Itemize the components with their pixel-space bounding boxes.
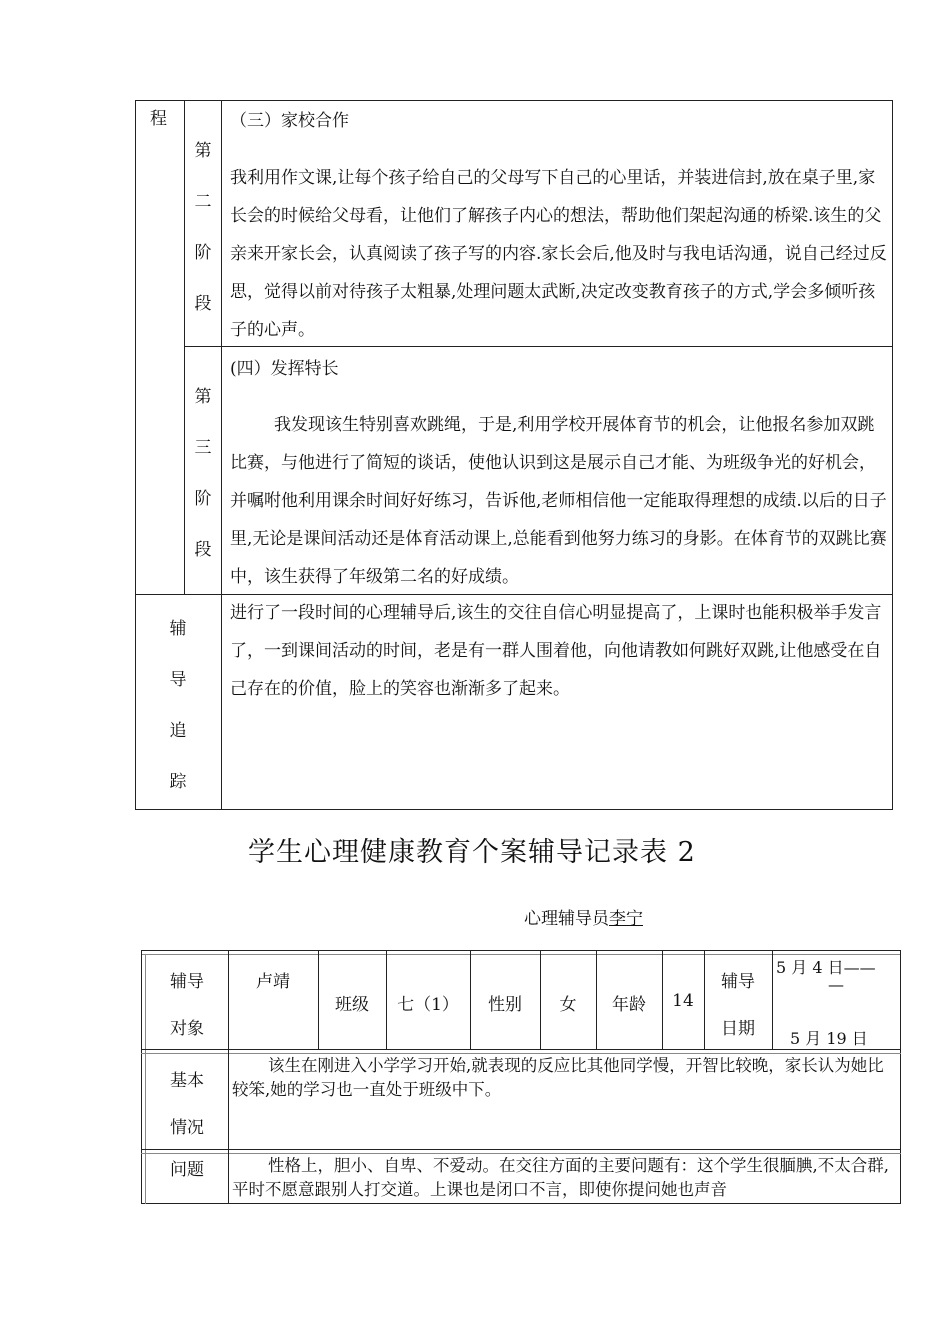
basic-label-1: 基本 [170, 1071, 204, 1091]
gender-value: 女 [559, 995, 577, 1015]
date-label-2: 日期 [721, 1019, 755, 1039]
gender-label: 性别 [488, 995, 522, 1015]
stage-3-heading: (四）发挥特长 [230, 359, 339, 379]
process-label: 程 [150, 109, 167, 129]
stage-3-label: 第 三 阶 段 [194, 387, 212, 560]
class-label: 班级 [335, 995, 369, 1015]
page-title: 学生心理健康教育个案辅导记录表 2 [248, 837, 696, 868]
date-label-1: 辅导 [721, 972, 755, 992]
stage-2-heading: （三）家校合作 [230, 111, 349, 131]
stage-2-body: 我利用作文课,让每个孩子给自己的父母写下自己的心里话，并装进信封,放在桌子里,家长会的时候给父母看，让他们了解孩子内心的想法，帮助他们架起沟通的桥梁.该生的父亲来开家长会，认真阅读了孩子写的内容.家长会后,他及时与我电话沟通，说自己经过反思，觉得以前对待孩子太粗暴,处理问题太武断,决定改变教育孩子的方式,学会多倾听孩子的心声。 [230, 168, 887, 340]
age-value: 14 [672, 991, 694, 1011]
followup-body: 进行了一段时间的心理辅导后,该生的交往自信心明显提高了，上课时也能积极举手发言了，一到课间活动的时间，老是有一群人围着他，向他请教如何跳好双跳,让他感受在自己存在的价值，脸上的笑容也渐渐多了起来。 [230, 603, 882, 699]
counselor-name: 李宁 [609, 909, 643, 929]
target-label-1: 辅导 [170, 972, 204, 992]
date-end: 5 月 19 日 [790, 1029, 868, 1048]
stage-2-label: 第 二 阶 段 [194, 141, 212, 314]
stage-3-body: 我发现该生特别喜欢跳绳，于是,利用学校开展体育节的机会，让他报名参加双跳比赛，与他进行了简短的谈话，使他认识到这是展示自己才能、为班级争光的好机会，并嘱咐他利用课余时间好好练习，告诉他,老师相信他一定能取得理想的成绩.以后的日子里,无论是课间活动还是体育活动课上,总能看到他努力练习的身影。在体育节的双跳比赛中，该生获得了年级第二名的好成绩。 [230, 415, 887, 587]
target-label-2: 对象 [170, 1019, 204, 1039]
age-label: 年龄 [612, 995, 646, 1015]
followup-label: 辅 导 追 踪 [169, 619, 187, 792]
date-start: 5 月 4 日—— [776, 958, 876, 977]
student-name: 卢靖 [256, 972, 290, 992]
problem-label: 问题 [170, 1160, 204, 1180]
basic-body: 该生在刚进入小学学习开始,就表现的反应比其他同学慢，开智比较晚，家长认为她比较笨,她的学习也一直处于班级中下。 [232, 1056, 884, 1099]
counselor-line [524, 904, 643, 929]
date-dash: — [828, 975, 844, 994]
problem-body: 性格上，胆小、自卑、不爱动。在交往方面的主要问题有：这个学生很腼腆,不太合群,平时不愿意跟别人打交道。上课也是闭口不言，即使你提问她也声音 [232, 1156, 889, 1199]
counselor-label: 心理辅导员 [524, 909, 609, 929]
basic-label-2: 情况 [170, 1118, 204, 1138]
class-value: 七（1） [397, 995, 459, 1015]
